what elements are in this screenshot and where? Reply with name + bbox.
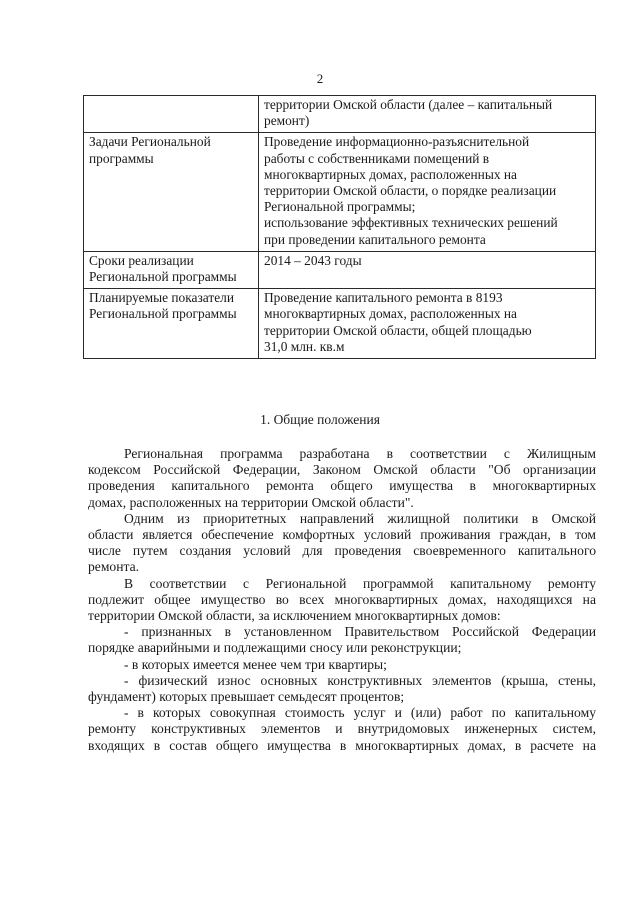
cell-text-line: Региональной программы; bbox=[264, 199, 416, 215]
body-line: ремонту конструктивных элементов и внутридомовых инженерных систем, bbox=[88, 721, 596, 737]
cell-text-line: многоквартирных домах, расположенных на bbox=[264, 306, 518, 322]
cell-text-line: 2014 – 2043 годы bbox=[264, 252, 362, 268]
row-value-cell bbox=[259, 96, 596, 133]
body-line: - в которых имеется менее чем три квартиры; bbox=[124, 656, 387, 672]
body-line: порядке аварийными и подлежащими сносу или реконструкции; bbox=[88, 640, 462, 656]
body-line: кодексом Российской Федерации, Законом Омской области "Об организации bbox=[88, 462, 596, 478]
cell-text-line: многоквартирных домах, расположенных на bbox=[264, 166, 518, 182]
table-row bbox=[84, 96, 596, 133]
body-line: - в которых совокупная стоимость услуг и (или) работ по капитальному bbox=[124, 705, 596, 721]
cell-text-line: Планируемые показатели bbox=[89, 290, 235, 306]
row-label-cell bbox=[84, 133, 259, 251]
body-line: числе путем создания условий для проведения своевременного капитального bbox=[88, 543, 596, 559]
cell-text-line: Региональной программы bbox=[89, 306, 237, 322]
body-line: фундамент) которых превышает семьдесят процентов; bbox=[88, 689, 405, 705]
cell-text-line: территории Омской области, о порядке реализации bbox=[264, 183, 557, 199]
cell-text-line: Сроки реализации bbox=[89, 252, 194, 268]
cell-text-line: использование эффективных технических решений bbox=[264, 215, 558, 231]
row-label-cell bbox=[84, 289, 259, 359]
body-line: Одним из приоритетных направлений жилищной политики в Омской bbox=[124, 510, 596, 526]
body-line: домах, расположенных на территории Омской области". bbox=[88, 494, 414, 510]
body-text bbox=[88, 446, 596, 754]
body-line: - физический износ основных конструктивных элементов (крыша, стены, bbox=[124, 672, 596, 688]
cell-text-line: территории Омской области, общей площадью bbox=[264, 322, 532, 338]
body-line: входящих в состав общего имущества в многоквартирных домах, в расчете на bbox=[88, 737, 596, 753]
cell-text-line: Региональной программы bbox=[89, 269, 237, 285]
cell-text-line: работы с собственниками помещений в bbox=[264, 150, 490, 166]
cell-text-line: 31,0 млн. кв.м bbox=[264, 338, 345, 354]
cell-text-line: Задачи Региональной bbox=[89, 134, 211, 150]
body-line: территории Омской области, за исключением многоквартирных домов: bbox=[88, 608, 501, 624]
cell-text-line: территории Омской области (далее – капитальный bbox=[264, 97, 553, 112]
row-label-cell bbox=[84, 96, 259, 133]
row-value-cell bbox=[259, 133, 596, 251]
body-line: ремонта. bbox=[88, 559, 140, 575]
body-line: - признанных в установленном Правительством Российской Федерации bbox=[124, 624, 596, 640]
body-line: проведения капитального ремонта общего имущества в многоквартирных bbox=[88, 478, 596, 494]
cell-text-line: программы bbox=[89, 150, 154, 166]
body-line: подлежит общее имущество во всех многоквартирных домах, находящихся на bbox=[88, 591, 596, 607]
page-number: 2 bbox=[316, 71, 324, 86]
table-row bbox=[84, 251, 596, 288]
table-row bbox=[84, 289, 596, 359]
program-passport-table bbox=[83, 95, 596, 359]
cell-text-line: ремонт) bbox=[264, 113, 310, 129]
row-value-cell bbox=[259, 289, 596, 359]
body-line: Региональная программа разработана в соответствии с Жилищным bbox=[124, 446, 596, 461]
cell-text-line: Проведение капитального ремонта в 8193 bbox=[264, 290, 503, 306]
body-line: В соответствии с Региональной программой капитальному ремонту bbox=[124, 575, 596, 591]
cell-text-line: Проведение информационно-разъяснительной bbox=[264, 134, 530, 150]
table-row bbox=[84, 133, 596, 251]
row-label-cell bbox=[84, 251, 259, 288]
cell-text-line: при проведении капитального ремонта bbox=[264, 231, 486, 247]
body-line: области является обеспечение комфортных условий проживания граждан, в том bbox=[88, 527, 596, 543]
section-title: 1. Общие положения bbox=[260, 412, 380, 427]
row-value-cell bbox=[259, 251, 596, 288]
